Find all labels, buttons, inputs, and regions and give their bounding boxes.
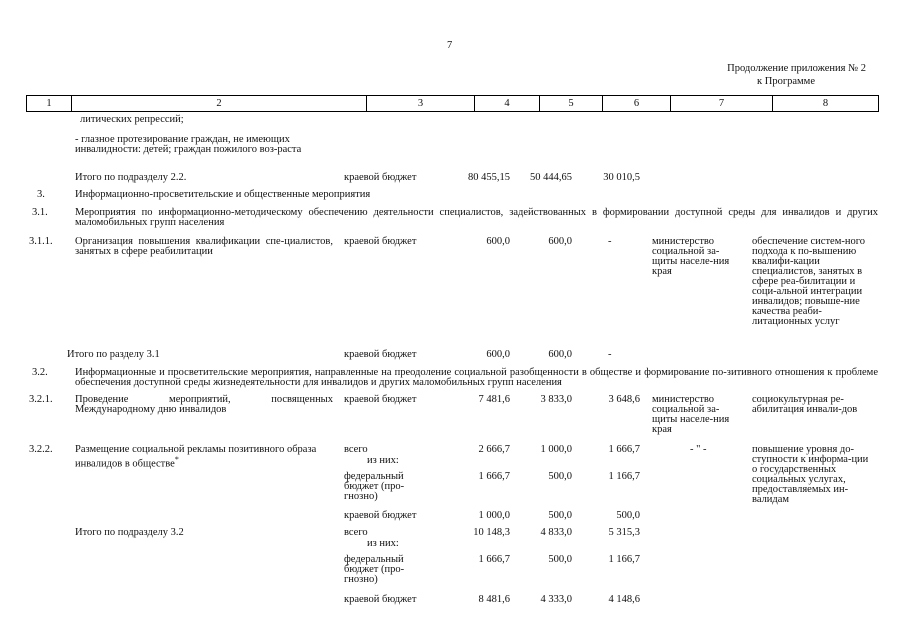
amount-year1: 1 000,0 [540, 444, 572, 455]
subtotal-label: Итого по разделу 3.1 [67, 349, 160, 360]
col-header-8: 8 [822, 98, 829, 109]
row-number: 3. [37, 189, 45, 200]
expected-result: обеспечение систем-ного подхода к по-вышению квалифи-кации специалистов, занятых в сфере реа-билитации и соци-альной интеграции инвалидов; повыше-ние качества реаби-литационных услуг [752, 236, 866, 327]
continuation-line-1: Продолжение приложения № 2 [727, 63, 866, 74]
funding-source: краевой бюджет [344, 594, 417, 605]
subtotal-label: Итого по подразделу 2.2. [75, 172, 187, 183]
col-header-6: 6 [633, 98, 640, 109]
table-header [26, 95, 879, 112]
amount-total: 1 666,7 [478, 554, 510, 565]
executor: министерство социальной за-щиты населе-ния края [652, 236, 730, 277]
amount-year2: 1 166,7 [608, 554, 640, 565]
row-number: 3.1.1. [29, 236, 53, 247]
executor: министерство социальной за-щиты населе-ния края [652, 394, 730, 435]
amount-total: 10 148,3 [473, 527, 510, 538]
row-number: 3.2.1. [29, 394, 53, 405]
amount-year2: 4 148,6 [608, 594, 640, 605]
funding-source: всего [344, 527, 368, 538]
amount-total: 8 481,6 [478, 594, 510, 605]
page-number: 7 [447, 40, 453, 51]
col-header-2: 2 [216, 98, 222, 109]
amount-year1: 3 833,0 [540, 394, 572, 405]
amount-total: 80 455,15 [468, 172, 510, 183]
col-header-7: 7 [718, 98, 725, 109]
row-number: 3.2. [32, 367, 48, 378]
row-text: литических репрессий; [80, 114, 184, 125]
amount-year1: 600,0 [548, 349, 572, 360]
amount-year1: 4 333,0 [540, 594, 572, 605]
amount-year2: 1 666,7 [608, 444, 640, 455]
funding-source: краевой бюджет [344, 510, 417, 521]
amount-total: 2 666,7 [478, 444, 510, 455]
amount-year1: 600,0 [548, 236, 572, 247]
section-title: Информационно-просветительские и общественные мероприятия [75, 189, 371, 200]
funding-source: краевой бюджет [344, 394, 417, 405]
amount-total: 600,0 [486, 236, 510, 247]
activity-name [75, 445, 337, 470]
continuation-line-2: к Программе [757, 76, 815, 87]
funding-source: краевой бюджет [344, 172, 417, 183]
funding-source: федеральный бюджет (про-гнозно) [344, 471, 405, 502]
amount-year1: 50 444,65 [530, 172, 572, 183]
funding-source: всего [344, 444, 368, 455]
funding-source: краевой бюджет [344, 349, 417, 360]
activity-name: Проведение мероприятий, посвященных Международному дню инвалидов [75, 394, 333, 415]
col-header-3: 3 [417, 98, 424, 109]
activity-name: Организация повышения квалификации спе-циалистов, занятых в сфере реабилитации [75, 236, 333, 257]
executor: - " - [690, 444, 707, 455]
section-title: Мероприятия по информационно-методическому обеспечению деятельности специалистов, задействованных в формировании доступной среды для инвалидов и других маломобильных групп населения [75, 207, 878, 228]
amount-year1: 500,0 [548, 554, 572, 565]
footnote-mark: * [174, 455, 179, 464]
expected-result: повышение уровня до-ступности к информа-ции о государственных социальных услугах, предоставляемых ин-валидам [752, 444, 869, 505]
funding-source-sub: из них: [367, 455, 399, 466]
funding-source: краевой бюджет [344, 236, 417, 247]
amount-year2: 5 315,3 [608, 527, 640, 538]
amount-year1: 500,0 [548, 471, 572, 482]
col-header-1: 1 [46, 98, 52, 109]
row-number: 3.1. [32, 207, 48, 218]
amount-year2: 3 648,6 [608, 394, 640, 405]
amount-year2: 1 166,7 [608, 471, 640, 482]
expected-result: социокультурная ре-абилитация инвали-дов [752, 394, 858, 415]
amount-year2: - [608, 236, 612, 247]
amount-total: 7 481,6 [478, 394, 510, 405]
section-title: Информационные и просветительские мероприятия, направленные на преодоление социальной разобщенности в обществе и формирование по-зитивного отношения к проблеме обеспечения доступной среды жизнедеятельности для инвалидов и других маломобильных групп населения [75, 367, 878, 388]
amount-year1: 4 833,0 [540, 527, 572, 538]
activity-name-text: Размещение социальной рекламы позитивного образа инвалидов в обществе [75, 444, 317, 470]
amount-year2: 30 010,5 [603, 172, 640, 183]
amount-year2: - [608, 349, 612, 360]
col-header-4: 4 [504, 98, 510, 109]
row-text: - глазное протезирование граждан, не имеющих инвалидности: детей; граждан пожилого воз-раста [75, 134, 302, 155]
amount-year1: 500,0 [548, 510, 572, 521]
amount-total: 1 000,0 [478, 510, 510, 521]
funding-source: федеральный бюджет (про-гнозно) [344, 554, 405, 585]
amount-total: 600,0 [486, 349, 510, 360]
funding-source-sub: из них: [367, 538, 399, 549]
subtotal-label: Итого по подразделу 3.2 [75, 527, 184, 538]
amount-total: 1 666,7 [478, 471, 510, 482]
col-header-5: 5 [568, 98, 574, 109]
amount-year2: 500,0 [616, 510, 640, 521]
row-number: 3.2.2. [29, 444, 53, 455]
